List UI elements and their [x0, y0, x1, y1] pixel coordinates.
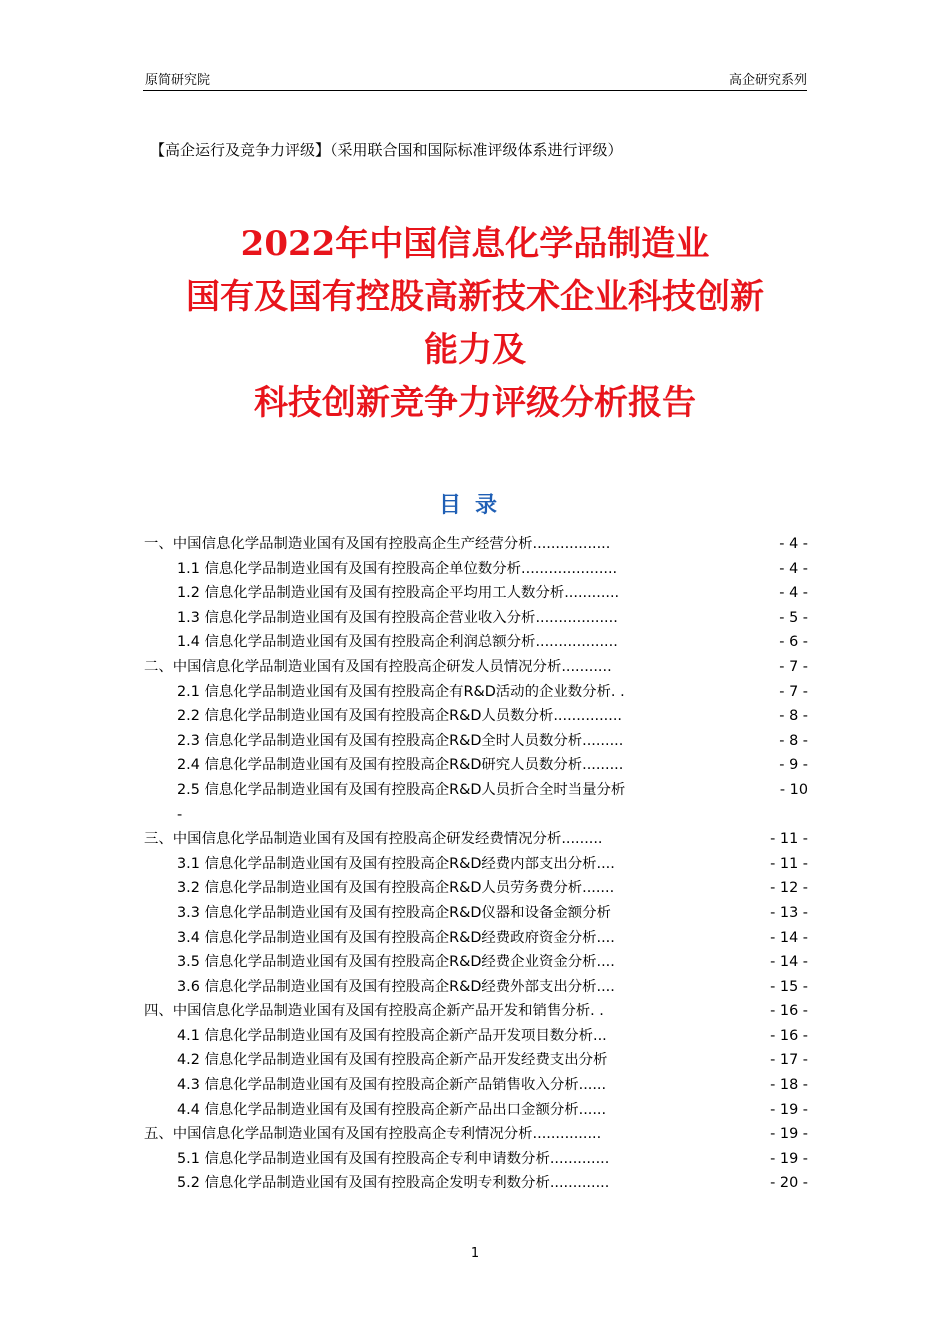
toc-entry-page: - 10: [780, 778, 808, 803]
toc-entry-text: 2.5 信息化学品制造业国有及国有控股高企R&D人员折合全时当量分析: [177, 781, 626, 798]
toc-entry-text: 一、中国信息化学品制造业国有及国有控股高企生产经营分析.................: [144, 536, 611, 552]
toc-entry-text: 3.3 信息化学品制造业国有及国有控股高企R&D仪器和设备金额分析: [177, 904, 611, 921]
toc-entry[interactable]: [144, 827, 808, 852]
toc-entry-page: - 19 -: [770, 1147, 808, 1172]
toc-entry[interactable]: [144, 1098, 808, 1123]
toc-entry-page: - 4 -: [779, 557, 808, 582]
toc-entry-text: 2.3 信息化学品制造业国有及国有控股高企R&D全时人员数分析.........: [177, 732, 624, 749]
header-right-text: 高企研究系列: [728, 73, 807, 88]
table-of-contents: [144, 532, 808, 1196]
toc-entry-page: - 6 -: [779, 630, 808, 655]
toc-entry-text: 4.4 信息化学品制造业国有及国有控股高企新产品出口金额分析......: [177, 1101, 607, 1118]
toc-entry-text: 1.2 信息化学品制造业国有及国有控股高企平均用工人数分析............: [177, 585, 620, 602]
toc-entry[interactable]: [144, 606, 808, 631]
toc-entry-page: - 20 -: [770, 1171, 808, 1196]
toc-entry-page: - 15 -: [770, 975, 808, 1000]
toc-entry-text: 1.3 信息化学品制造业国有及国有控股高企营业收入分析..................: [177, 609, 618, 626]
title-line-4: 科技创新竞争力评级分析报告: [254, 383, 696, 423]
toc-entry-page: - 8 -: [779, 729, 808, 754]
toc-entry-text: 5.2 信息化学品制造业国有及国有控股高企发明专利数分析.............: [177, 1175, 610, 1192]
toc-entry-text: 3.6 信息化学品制造业国有及国有控股高企R&D经费外部支出分析....: [177, 978, 615, 995]
toc-entry[interactable]: [144, 532, 808, 557]
toc-entry[interactable]: [144, 950, 808, 975]
toc-entry-text: 三、中国信息化学品制造业国有及国有控股高企研发经费情况分析.........: [144, 831, 603, 848]
toc-entry-page-wrap: -: [177, 806, 183, 823]
toc-entry[interactable]: [144, 1073, 808, 1098]
toc-entry-text: 2.1 信息化学品制造业国有及国有控股高企有R&D活动的企业数分析. .: [177, 683, 625, 700]
toc-entry-page: - 11 -: [770, 827, 808, 852]
toc-entry[interactable]: [144, 901, 808, 926]
toc-entry-page: - 7 -: [779, 680, 808, 705]
toc-entry-page: - 14 -: [770, 926, 808, 951]
toc-entry-page: - 11 -: [770, 852, 808, 877]
toc-entry-text: 1.1 信息化学品制造业国有及国有控股高企单位数分析.....................: [177, 560, 618, 577]
toc-entry[interactable]: [144, 975, 808, 1000]
page-number: 1: [470, 1246, 480, 1261]
toc-entry[interactable]: [144, 852, 808, 877]
title-line-2: 国有及国有控股高新技术企业科技创新: [186, 277, 764, 317]
toc-entry-text: 2.4 信息化学品制造业国有及国有控股高企R&D研究人员数分析.........: [177, 757, 624, 774]
toc-entry[interactable]: [144, 1024, 808, 1049]
toc-entry-page: - 8 -: [779, 704, 808, 729]
toc-entry-page: - 16 -: [770, 1024, 808, 1049]
toc-entry[interactable]: [144, 1122, 808, 1147]
toc-entry[interactable]: [144, 753, 808, 778]
toc-entry-text: 4.1 信息化学品制造业国有及国有控股高企新产品开发项目数分析...: [177, 1027, 607, 1044]
toc-entry-page: - 16 -: [770, 999, 808, 1024]
report-title: [0, 218, 950, 430]
report-subtitle: 【高企运行及竞争力评级】（采用联合国和国际标准评级体系进行评级）: [150, 141, 623, 159]
toc-entry-text: 二、中国信息化学品制造业国有及国有控股高企研发人员情况分析...........: [144, 658, 612, 675]
toc-entry-text: 五、中国信息化学品制造业国有及国有控股高企专利情况分析...............: [144, 1126, 602, 1143]
toc-entry-text: 3.2 信息化学品制造业国有及国有控股高企R&D人员劳务费分析.......: [177, 880, 615, 897]
title-line-1: 2022年中国信息化学品制造业: [240, 224, 710, 264]
toc-entry-page: - 4 -: [779, 581, 808, 606]
toc-entry-text: 1.4 信息化学品制造业国有及国有控股高企利润总额分析..................: [177, 634, 618, 651]
toc-entry-text: 5.1 信息化学品制造业国有及国有控股高企专利申请数分析.............: [177, 1150, 610, 1167]
toc-entry[interactable]: [144, 1147, 808, 1172]
toc-entry-text: 2.2 信息化学品制造业国有及国有控股高企R&D人员数分析...............: [177, 708, 622, 725]
toc-entry[interactable]: [144, 557, 808, 582]
toc-entry[interactable]: [144, 729, 808, 754]
toc-entry-page: - 12 -: [770, 876, 808, 901]
toc-entry-page: - 7 -: [779, 655, 808, 680]
toc-entry[interactable]: [144, 1171, 808, 1196]
title-line-3: 能力及: [424, 330, 526, 370]
toc-entry-text: 3.5 信息化学品制造业国有及国有控股高企R&D经费企业资金分析....: [177, 954, 615, 971]
toc-entry-page: - 5 -: [779, 606, 808, 631]
toc-entry-text: 3.1 信息化学品制造业国有及国有控股高企R&D经费内部支出分析....: [177, 855, 615, 872]
toc-entry-page: - 14 -: [770, 950, 808, 975]
toc-entry[interactable]: [144, 999, 808, 1024]
toc-entry[interactable]: [144, 680, 808, 705]
toc-entry-text: 四、中国信息化学品制造业国有及国有控股高企新产品开发和销售分析. .: [144, 1003, 604, 1020]
toc-entry[interactable]: [144, 876, 808, 901]
toc-entry-text: 4.3 信息化学品制造业国有及国有控股高企新产品销售收入分析......: [177, 1077, 607, 1094]
toc-entry-text: 4.2 信息化学品制造业国有及国有控股高企新产品开发经费支出分析: [177, 1052, 608, 1069]
toc-entry-text: 3.4 信息化学品制造业国有及国有控股高企R&D经费政府资金分析....: [177, 929, 615, 946]
toc-entry-page: - 4 -: [779, 532, 808, 557]
toc-entry-page: - 17 -: [770, 1048, 808, 1073]
toc-entry-page: - 13 -: [770, 901, 808, 926]
header-left-text: 原简研究院: [145, 73, 211, 88]
toc-entry[interactable]: [144, 1048, 808, 1073]
toc-entry[interactable]: [144, 581, 808, 606]
toc-heading: 目录: [438, 493, 511, 518]
toc-entry[interactable]: [144, 630, 808, 655]
toc-entry[interactable]: [144, 704, 808, 729]
toc-entry-page: - 18 -: [770, 1073, 808, 1098]
toc-entry-page: - 9 -: [779, 753, 808, 778]
toc-entry[interactable]: [144, 926, 808, 951]
toc-entry-page: - 19 -: [770, 1098, 808, 1123]
toc-entry-page: - 19 -: [770, 1122, 808, 1147]
page-header: [143, 66, 807, 91]
toc-entry[interactable]: [144, 778, 808, 803]
toc-entry[interactable]: [144, 655, 808, 680]
